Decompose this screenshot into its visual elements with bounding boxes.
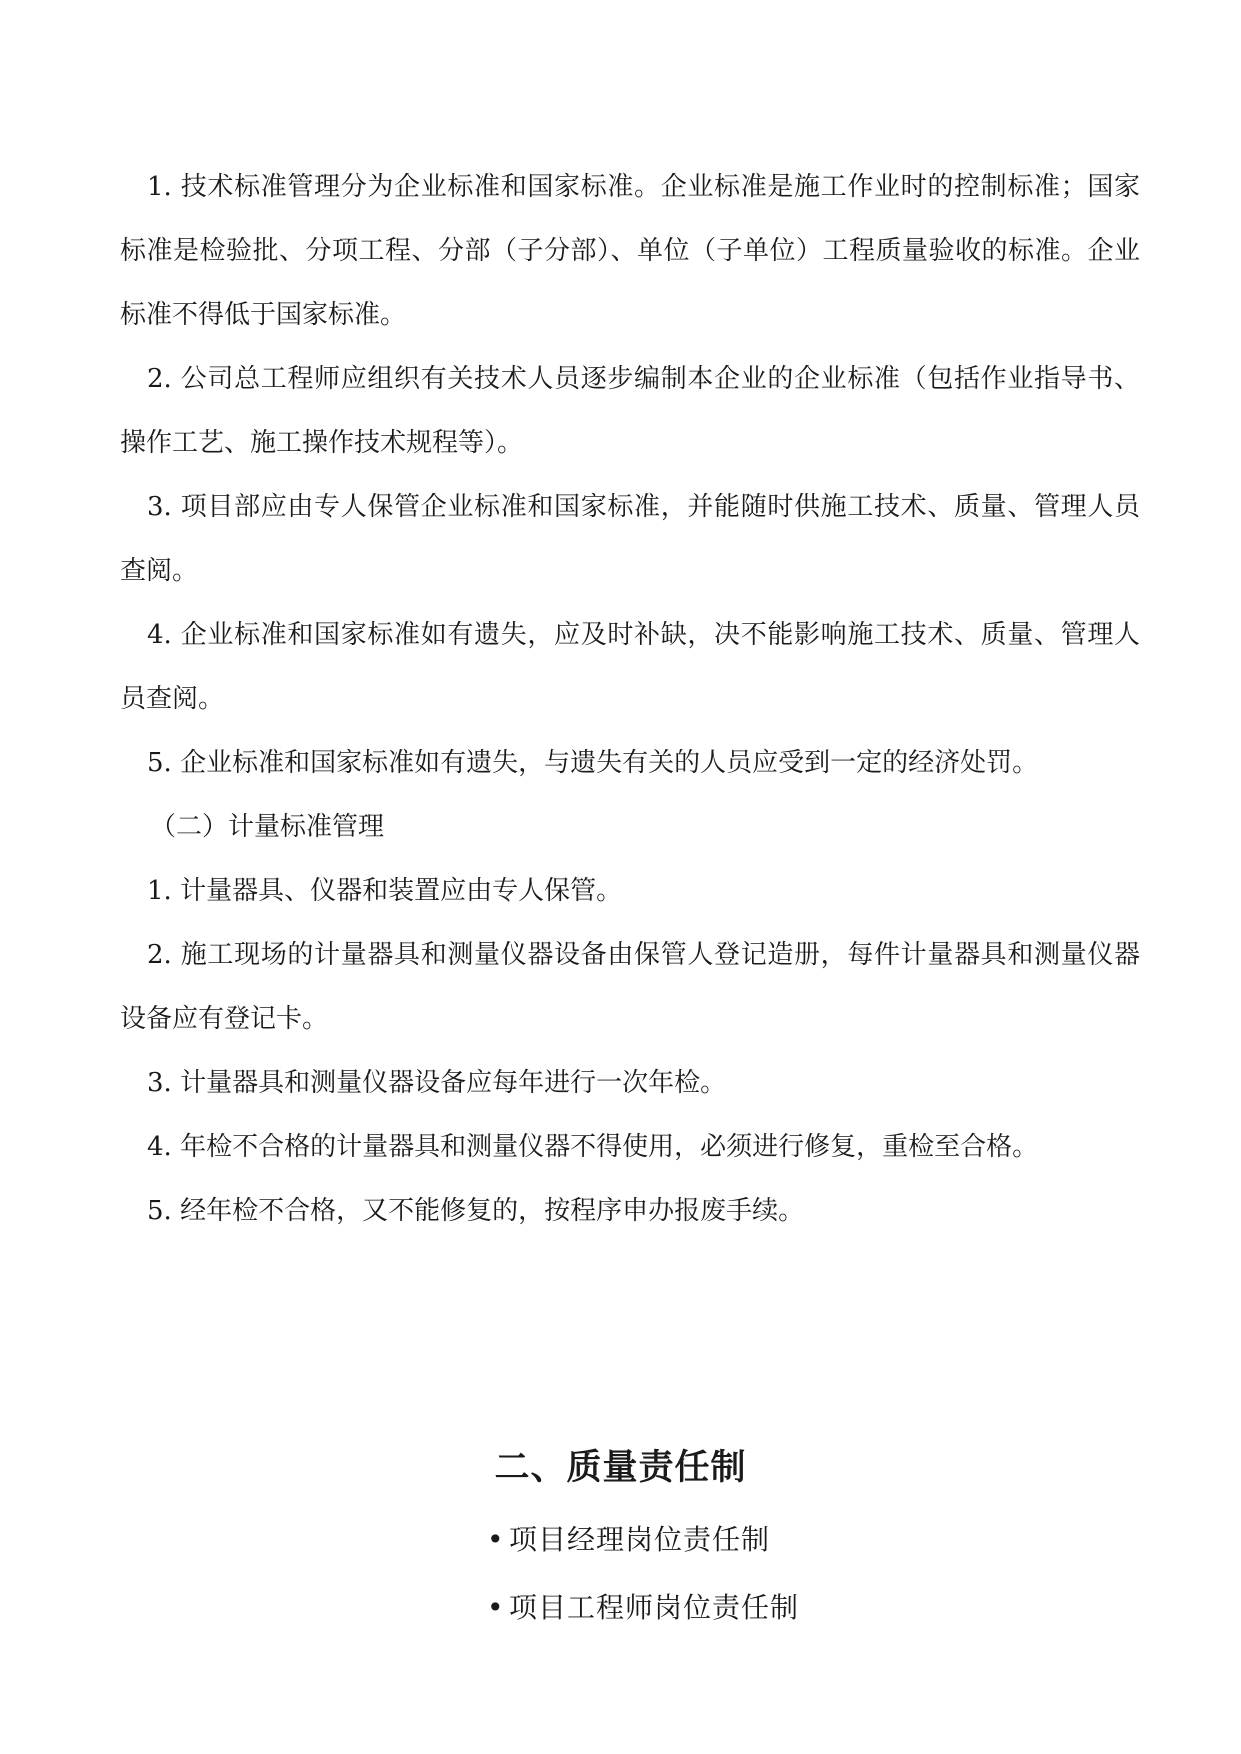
- subheading-measurement-standard: （二）计量标准管理: [150, 812, 385, 842]
- list-item-label: 项目工程师岗位责任制: [509, 1591, 800, 1624]
- list-item: [0, 1574, 1241, 1642]
- paragraph-measure-2: 2. 施工现场的计量器具和测量仪器设备由保管人登记造册，每件计量器具和测量仪器设备应有登记卡。: [120, 940, 1140, 1034]
- list-item: [0, 1506, 1241, 1574]
- paragraph-tech-standard-3: 3. 项目部应由专人保管企业标准和国家标准，并能随时供施工技术、质量、管理人员查阅。: [120, 492, 1140, 586]
- paragraph-tech-standard-1: 1. 技术标准管理分为企业标准和国家标准。企业标准是施工作业时的控制标准；国家标准是检验批、分项工程、分部（子分部）、单位（子单位）工程质量验收的标准。企业标准不得低于国家标准。: [120, 172, 1140, 330]
- responsibility-list: [0, 1506, 1241, 1642]
- bullet-icon: •: [487, 1591, 505, 1624]
- paragraph-tech-standard-2: 2. 公司总工程师应组织有关技术人员逐步编制本企业的企业标准（包括作业指导书、操作工艺、施工操作技术规程等）。: [120, 364, 1140, 458]
- list-item-label: 项目经理岗位责任制: [509, 1523, 771, 1556]
- paragraph-measure-1: 1. 计量器具、仪器和装置应由专人保管。: [147, 876, 623, 906]
- paragraph-tech-standard-5: 5. 企业标准和国家标准如有遗失，与遗失有关的人员应受到一定的经济处罚。: [147, 748, 1039, 778]
- paragraph-measure-5: 5. 经年检不合格，又不能修复的，按程序申办报废手续。: [147, 1196, 805, 1226]
- section-title: 二、质量责任制: [494, 1447, 747, 1488]
- paragraph-tech-standard-4: 4. 企业标准和国家标准如有遗失，应及时补缺，决不能影响施工技术、质量、管理人员查阅。: [120, 620, 1140, 714]
- paragraph-measure-4: 4. 年检不合格的计量器具和测量仪器不得使用，必须进行修复，重检至合格。: [147, 1132, 1039, 1162]
- document-body: [120, 155, 1140, 1243]
- paragraph-measure-3: 3. 计量器具和测量仪器设备应每年进行一次年检。: [147, 1068, 727, 1098]
- bullet-icon: •: [487, 1523, 505, 1556]
